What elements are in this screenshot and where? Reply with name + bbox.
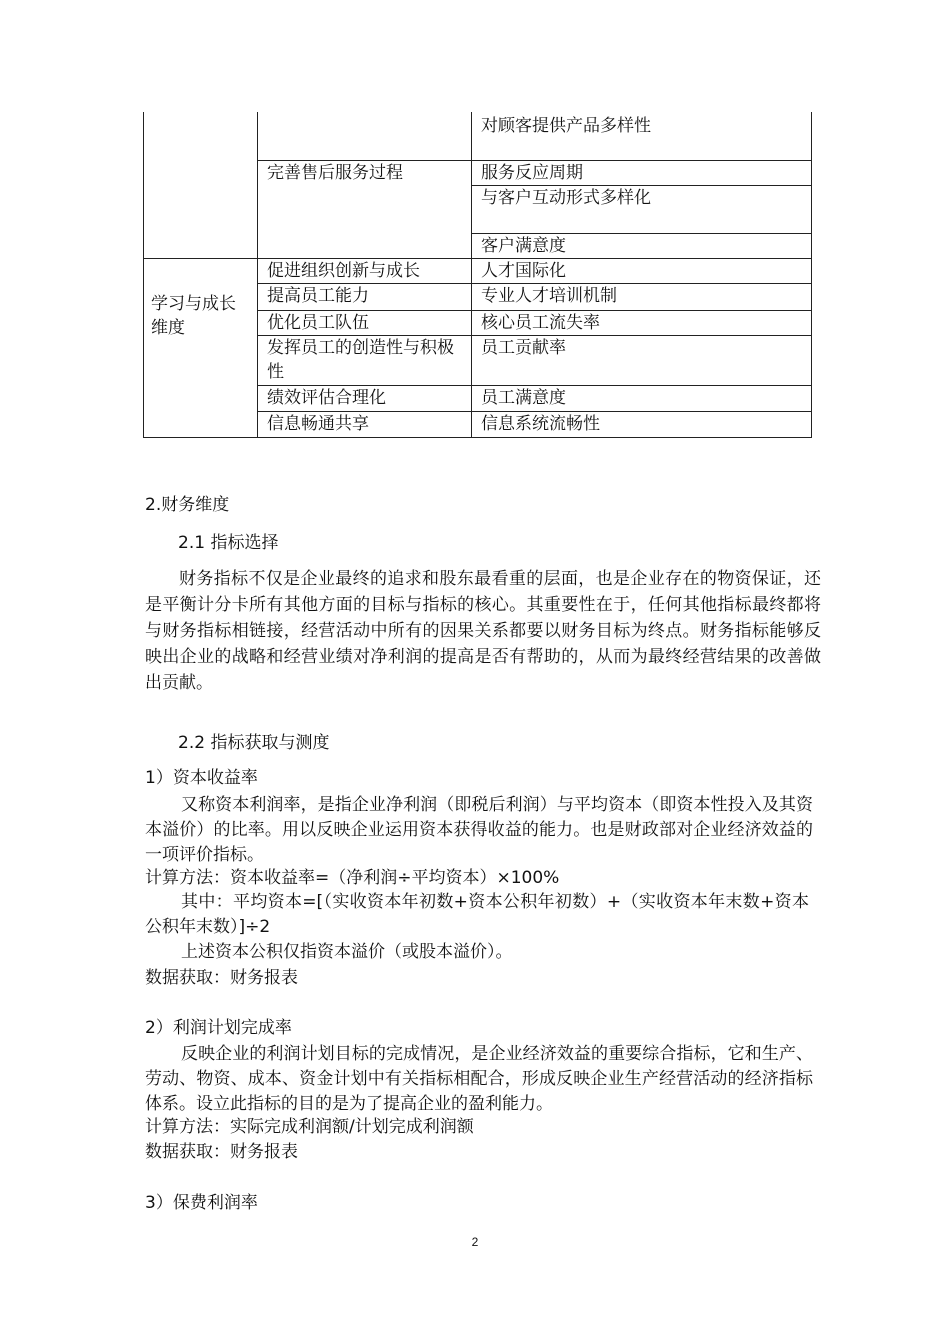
formula-line: 计算方法：实际完成利润额/计划完成利润额 [145,1117,474,1137]
indicator-cell: 核心员工流失率 [472,310,812,335]
section-heading: 2.财务维度 [145,495,230,515]
note-line: 上述资本公积仅指资本溢价（或股本溢价）。 [181,942,513,962]
objective-cell: 促进组织创新与成长 [258,258,472,283]
indicator-cell: 员工贡献率 [472,335,812,385]
paragraph: 又称资本利润率，是指企业净利润（即税后利润）与平均资本（即资本性投入及其资本溢价）的比率。用以反映企业运用资本获得收益的能力。也是财政部对企业经济效益的一项评价指标。 [145,795,813,865]
page-number: 2 [471,1235,479,1249]
indicator-cell: 与客户互动形式多样化 [472,185,812,233]
dimension-cell-previous [144,112,258,258]
indicator-cell: 员工满意度 [472,385,812,411]
data-source-line: 数据获取：财务报表 [145,1142,298,1162]
objective-cell: 绩效评估合理化 [258,385,472,411]
data-source-line: 数据获取：财务报表 [145,968,298,988]
indicator-cell: 客户满意度 [472,233,812,258]
formula-detail: 其中：平均资本=[（实收资本年初数+资本公积年初数）+（实收资本年末数+资本公积年末数）]÷2 [145,892,809,937]
balanced-scorecard-table [143,112,812,438]
paragraph: 财务指标不仅是企业最终的追求和股东最看重的层面，也是企业存在的物资保证，还是平衡计分卡所有其他方面的目标与指标的核心。其重要性在于，任何其他指标最终都将与财务指标相链接，经营活动中所有的因果关系都要以财务目标为终点。财务指标能够反映出企业的战略和经营业绩对净利润的提高是否有帮助的，从而为最终经营结果的改善做出贡献。 [145,569,821,693]
subsection-heading: 2.2 指标获取与测度 [178,733,330,753]
paragraph: 反映企业的利润计划目标的完成情况，是企业经济效益的重要综合指标，它和生产、劳动、物资、成本、资金计划中有关指标相配合，形成反映企业生产经营活动的经济指标体系。设立此指标的目的是为了提高企业的盈利能力。 [145,1044,813,1114]
objective-cell: 发挥员工的创造性与积极性 [258,335,472,385]
objective-cell: 信息畅通共享 [258,411,472,437]
objective-cell-empty [258,112,472,160]
indicator-cell: 服务反应周期 [472,160,812,185]
formula-line: 计算方法：资本收益率=（净利润÷平均资本）×100% [145,868,560,888]
objective-cell: 优化员工队伍 [258,310,472,335]
dimension-cell: 学习与成长维度 [144,258,258,437]
indicator-cell: 专业人才培训机制 [472,283,812,310]
indicator-cell: 对顾客提供产品多样性 [472,112,812,160]
objective-cell: 提高员工能力 [258,283,472,310]
subsection-heading: 2.1 指标选择 [178,533,279,553]
objective-cell: 完善售后服务过程 [258,160,472,258]
indicator-cell: 信息系统流畅性 [472,411,812,437]
item-title: 1）资本收益率 [145,768,258,788]
indicator-cell: 人才国际化 [472,258,812,283]
item-title: 2）利润计划完成率 [145,1018,292,1038]
item-title: 3）保费利润率 [145,1193,258,1213]
